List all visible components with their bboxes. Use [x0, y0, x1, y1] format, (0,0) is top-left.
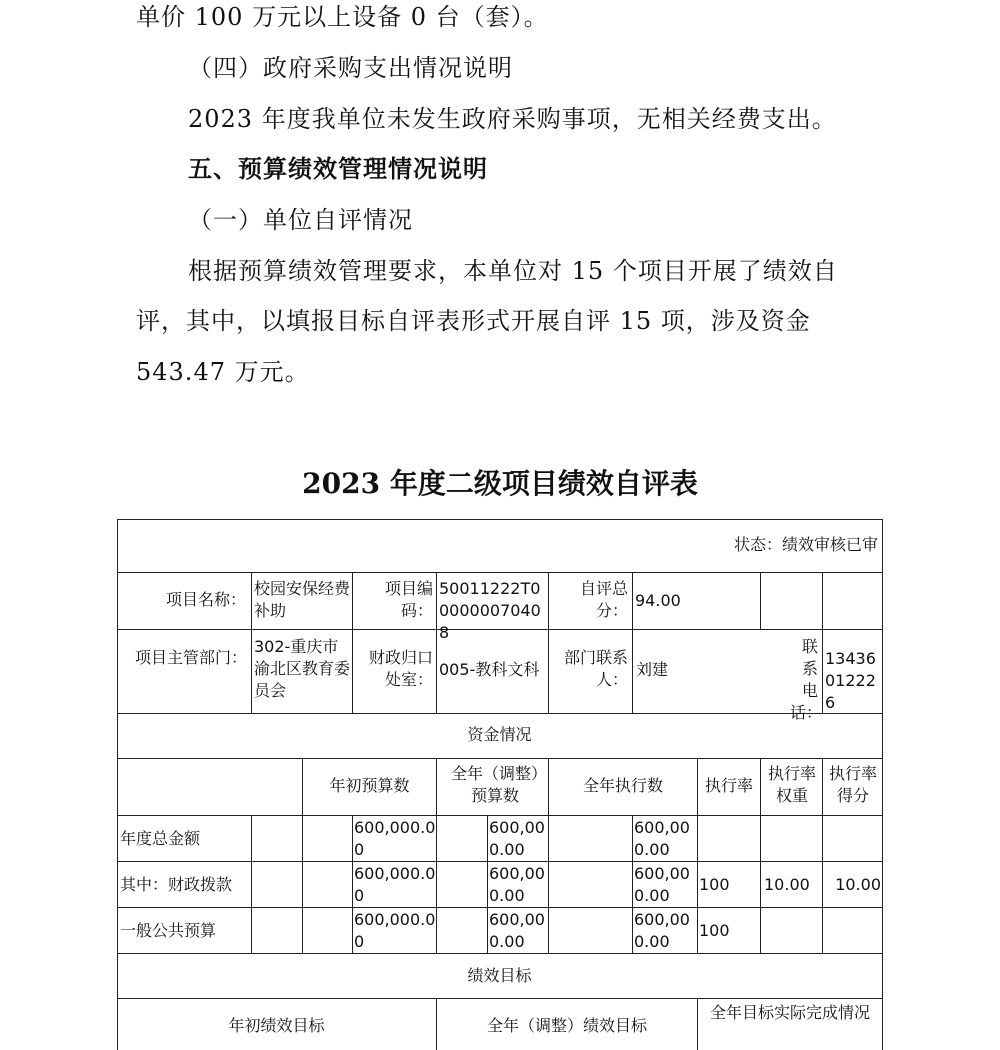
funds-heading: 资金情况 — [467, 725, 532, 744]
row-label: 其中：财政拨款 — [120, 875, 233, 894]
status-text: 状态：绩效审核已审 — [733, 535, 878, 554]
table-border — [302, 815, 303, 953]
table-border — [117, 998, 882, 999]
table-border — [548, 572, 549, 713]
section-heading-performance: 五、预算绩效管理情况说明 — [188, 155, 488, 183]
executed-cell: 600,000.00 — [634, 910, 690, 951]
table-border — [632, 572, 633, 713]
initial-budget-cell: 600,000.00 — [354, 910, 436, 951]
table-border — [117, 907, 882, 908]
table-border — [117, 953, 882, 954]
performance-heading: 绩效目标 — [467, 966, 532, 985]
perf-actual-heading: 全年目标实际完成情况 — [709, 1003, 870, 1022]
table-border — [251, 815, 252, 953]
project-code-value: 50011222T000000070408 — [439, 579, 541, 642]
adjusted-budget-cell: 600,000.00 — [489, 910, 545, 951]
rate-cell: 100 — [699, 875, 730, 894]
table-border — [436, 758, 437, 815]
initial-budget-cell: 600,000.00 — [354, 864, 436, 905]
project-code-label: 项目编码： — [384, 579, 433, 620]
paragraph-line: 根据预算绩效管理要求，本单位对 15 个项目开展了绩效自 — [188, 257, 838, 285]
rate-cell: 100 — [699, 921, 730, 940]
table-title: 2023 年度二级项目绩效自评表 — [302, 467, 698, 500]
table-border — [697, 998, 698, 1050]
table-border — [436, 572, 437, 713]
table-border — [117, 861, 882, 862]
project-name-label: 项目名称： — [165, 590, 246, 609]
col-rate-weight: 执行率权重 — [767, 764, 816, 805]
table-border — [117, 815, 882, 816]
weight-cell: 10.00 — [764, 875, 810, 894]
paragraph-line: 评，其中，以填报目标自评表形式开展自评 15 项，涉及资金 — [136, 307, 811, 335]
self-score-label: 自评总分： — [579, 579, 628, 620]
adjusted-budget-cell: 600,000.00 — [489, 818, 545, 859]
table-border — [352, 572, 353, 713]
table-border — [117, 713, 882, 714]
table-border — [632, 815, 633, 953]
table-border — [352, 815, 353, 953]
paragraph-line: 单价 100 万元以上设备 0 台（套）。 — [136, 3, 549, 31]
row-label: 一般公共预算 — [120, 921, 217, 940]
subsection-heading: （一）单位自评情况 — [188, 206, 413, 234]
table-border — [251, 572, 252, 713]
phone-label: 联系电话： — [790, 637, 823, 722]
col-rate-score: 执行率得分 — [828, 764, 877, 805]
section-heading-procurement: （四）政府采购支出情况说明 — [188, 54, 513, 82]
adjusted-budget-cell: 600,000.00 — [489, 864, 545, 905]
table-border — [548, 815, 549, 953]
paragraph-line: 543.47 万元。 — [136, 358, 310, 386]
finance-label: 财政归口处室： — [368, 648, 433, 689]
col-initial-budget: 年初预算数 — [329, 776, 410, 795]
col-executed: 全年执行数 — [582, 776, 663, 795]
score-cell: 10.00 — [835, 875, 881, 894]
phone-value: 13436012226 — [825, 649, 876, 712]
table-border — [117, 519, 882, 520]
table-border — [760, 572, 761, 629]
table-border — [760, 758, 761, 815]
project-name-value: 校园安保经费补助 — [254, 579, 351, 620]
paragraph-line: 2023 年度我单位未发生政府采购事项，无相关经费支出。 — [188, 105, 837, 133]
table-border — [117, 572, 882, 573]
table-border — [882, 519, 883, 1050]
table-border — [697, 815, 698, 953]
table-border — [760, 815, 761, 953]
executed-cell: 600,000.00 — [634, 864, 690, 905]
perf-initial-heading: 年初绩效目标 — [228, 1016, 325, 1035]
contact-value: 刘建 — [636, 660, 669, 679]
row-label: 年度总金额 — [120, 829, 201, 848]
perf-adjusted-heading: 全年（调整）绩效目标 — [486, 1016, 647, 1035]
contact-label: 部门联系人： — [563, 648, 628, 689]
col-adjusted-budget: 全年（调整）预算数 — [450, 764, 539, 805]
table-border — [822, 758, 823, 815]
table-border — [436, 815, 437, 953]
table-border — [487, 815, 488, 953]
initial-budget-cell: 600,000.00 — [354, 818, 436, 859]
dept-value: 302-重庆市渝北区教育委员会 — [254, 637, 351, 700]
col-execution-rate: 执行率 — [704, 776, 753, 795]
table-border — [822, 572, 823, 713]
finance-value: 005-教科文科 — [439, 660, 540, 679]
table-border — [117, 758, 882, 759]
self-score-value: 94.00 — [635, 591, 681, 610]
executed-cell: 600,000.00 — [634, 818, 690, 859]
dept-label: 项目主管部门： — [134, 648, 247, 667]
